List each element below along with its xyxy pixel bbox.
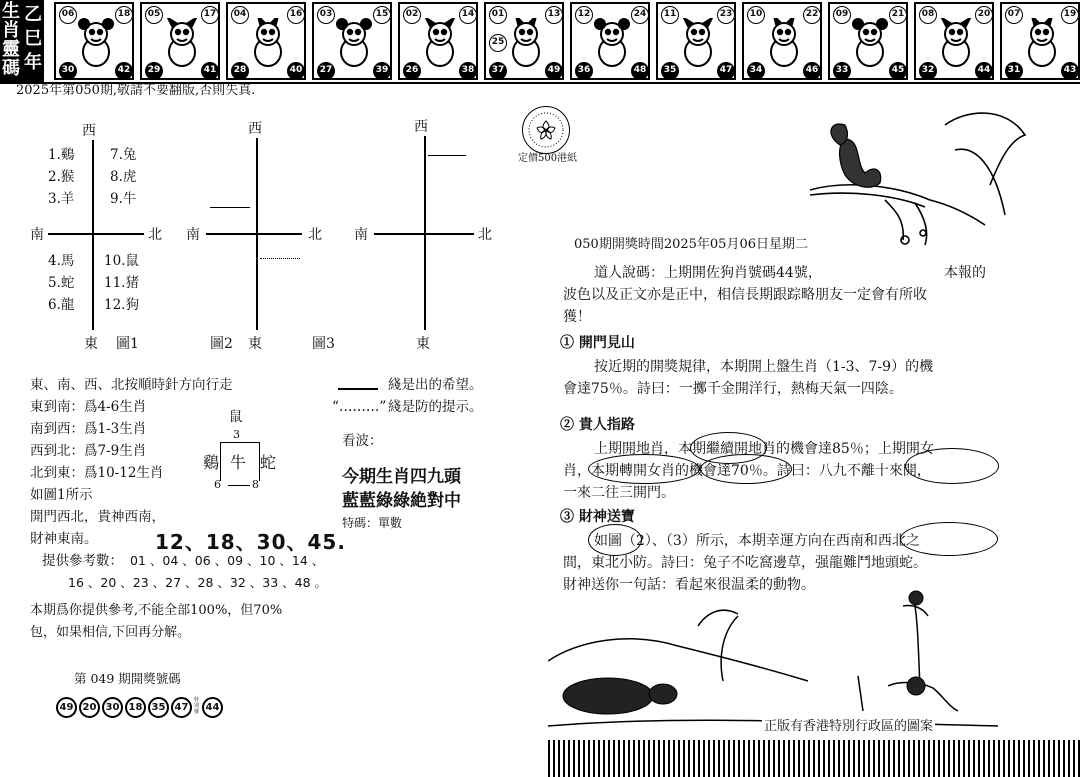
zodiac-number: 40 [287, 62, 305, 80]
section2-line2: 肖，本期轉開女肖的機會達70％。詩曰：八九不離十來開， [563, 463, 931, 479]
zodiac-number: 36 [575, 62, 593, 80]
list-item: 12.狗 [104, 297, 139, 313]
tiger-icon [246, 18, 290, 70]
zodiac-number: 14 [459, 6, 477, 24]
prev-balls [56, 695, 225, 718]
rule-line: 北到東：爲10-12生肖 [30, 465, 164, 481]
monkey-icon [762, 18, 806, 70]
zodiac-number: 39 [373, 62, 391, 80]
list-item: 4.馬 [48, 253, 75, 269]
zodiac-card-pig [1000, 2, 1080, 80]
list-item: 5.蛇 [48, 275, 75, 291]
zodiac-number: 13 [545, 6, 563, 24]
fig2-south: 南 [186, 227, 200, 243]
side-char: 靈 [2, 39, 20, 60]
year-char: 乙 [24, 4, 42, 25]
intro2: 波色以及正文亦是正中，相信長期跟踪略朋友一定會有所收 [563, 287, 927, 303]
list-item: 11.猪 [104, 275, 139, 291]
zodiac-number: 44 [975, 62, 993, 80]
fig3-west: 西 [414, 119, 428, 135]
dragon-icon [418, 18, 462, 70]
fig1-west: 西 [82, 123, 96, 139]
zodiac-number: 45 [889, 62, 907, 80]
rabbit-icon [332, 18, 376, 70]
zodiac-number: 37 [489, 62, 507, 80]
squirrel-illustration [805, 105, 1030, 250]
zodiac-number: 17 [201, 6, 219, 24]
rule-line: 東到南：爲4-6生肖 [30, 399, 147, 415]
mini-underline [228, 485, 250, 486]
disclaimer2: 包，如果相信,下回再分解。 [30, 625, 191, 640]
footer-note: 正版有香港特別行政區的圖案 [762, 716, 935, 738]
section3-line2: 間，東北小防。詩曰：兔子不吃窩邊草，强龍難鬥地頭蛇。 [563, 555, 927, 571]
dog-icon [934, 18, 978, 70]
rule-line: 南到西：爲1-3生肖 [30, 421, 147, 437]
highlight-oval [588, 454, 700, 484]
fig3-north: 北 [478, 227, 492, 243]
year-box [0, 0, 44, 82]
zodiac-number: 03 [317, 6, 335, 24]
zodiac-number: 02 [403, 6, 421, 24]
zodiac-number: 18 [115, 6, 133, 24]
fig2-dotted-mark [260, 258, 300, 259]
zodiac-number: 30 [59, 62, 77, 80]
fig1-caption: 圖1 [116, 336, 139, 352]
rule-line: 開門西北，貴神西南， [30, 509, 165, 525]
draw-ball: 47 [171, 697, 192, 718]
mini-br: 8 [252, 478, 259, 491]
ref-line1: 01 、04 、06 、09 、10 、14 、 [130, 553, 325, 568]
zodiac-number: 19 [1061, 6, 1079, 24]
horse-icon [590, 18, 634, 70]
section1-line2: 會達75％。詩曰：一擲千金開洋行，熱梅天氣一四陰。 [563, 381, 903, 397]
fig3-horizontal-line [374, 233, 474, 235]
legend-dotted-sample: “………” [332, 399, 387, 415]
year-char: 巳 [24, 28, 42, 49]
zodiac-number: 41 [201, 62, 219, 80]
watch-label: 看波： [342, 433, 383, 449]
zodiac-card-rat [54, 2, 134, 80]
fig2-north: 北 [308, 227, 322, 243]
zodiac-number: 06 [59, 6, 77, 24]
fig2-west: 西 [248, 121, 262, 137]
draw-ball: 35 [148, 697, 169, 718]
zodiac-number: 07 [1005, 6, 1023, 24]
zodiac-number: 24 [631, 6, 649, 24]
draw-ball: 44 [202, 697, 223, 718]
list-item: 2.猴 [48, 169, 75, 185]
section3-line3: 財神送你一句話：看起來很温柔的動物。 [563, 577, 815, 593]
zodiac-card-monkey [742, 2, 822, 80]
mini-right: 蛇 [260, 453, 277, 472]
side-char: 生 [2, 1, 20, 22]
rule-line: 如圖1所示 [30, 487, 93, 503]
watch-special: 特碼：單數 [342, 516, 403, 530]
draw-ball: 49 [56, 697, 77, 718]
zodiac-number: 28 [231, 62, 249, 80]
zodiac-number: 05 [145, 6, 163, 24]
ref-label: 提供參考數： [42, 553, 123, 569]
legend-dotted: 綫是防的提示。 [388, 399, 483, 415]
rule-line: 財神東南。 [30, 531, 98, 547]
section1-line1: 按近期的開獎規律，本期開上盤生肖（1-3、7-9）的機 [594, 359, 934, 375]
zodiac-number: 04 [231, 6, 249, 24]
hk-emblem-logo [522, 106, 570, 154]
intro1b: 本報的 [944, 265, 986, 281]
zodiac-number: 33 [833, 62, 851, 80]
watch-line2: 藍藍綠綠絶對中 [342, 491, 461, 511]
fig2-caption: 圖2 [210, 336, 233, 352]
zodiac-number: 49 [545, 62, 563, 80]
zodiac-number: 23 [717, 6, 735, 24]
draw-ball: 18 [125, 697, 146, 718]
zodiac-number: 01 [489, 6, 507, 24]
draw-ball: 20 [79, 697, 100, 718]
pig-icon [1020, 18, 1064, 70]
zodiac-number: 16 [287, 6, 305, 24]
section3-line1: 如圖（2）、（3）所示，本期幸運方向在西南和西北之 [594, 533, 920, 549]
side-char: 肖 [2, 20, 20, 41]
zodiac-card-snake [484, 2, 564, 80]
intro1: 道人說碼：上期開佐狗肖號碼44號， [594, 265, 822, 281]
list-item: 8.虎 [110, 169, 137, 185]
fig2-horizontal-line [206, 233, 302, 235]
main-numbers: 12、18、30、45. [155, 530, 346, 554]
zodiac-number: 21 [889, 6, 907, 24]
draw-ball: 30 [102, 697, 123, 718]
list-item: 6.龍 [48, 297, 75, 313]
fig3-south: 南 [354, 227, 368, 243]
fig1-vertical-line [92, 140, 94, 330]
snake-icon [504, 18, 548, 70]
fig3-east: 東 [416, 336, 430, 352]
highlight-oval [905, 448, 999, 484]
rule-line: 東、南、西、北按順時針方向行走 [30, 377, 233, 393]
zodiac-card-ox [140, 2, 220, 80]
highlight-oval [700, 454, 792, 484]
zodiac-number: 10 [747, 6, 765, 24]
zodiac-number: 22 [803, 6, 821, 24]
zodiac-number: 11 [661, 6, 679, 24]
mini-top: 鼠 [229, 409, 243, 425]
zodiac-card-tiger [226, 2, 306, 80]
rule-line: 西到北：爲7-9生肖 [30, 443, 147, 459]
zodiac-number: 32 [919, 62, 937, 80]
zodiac-card-horse [570, 2, 650, 80]
zodiac-number: 12 [575, 6, 593, 24]
list-item: 3.羊 [48, 191, 75, 207]
zodiac-number: 15 [373, 6, 391, 24]
section2-title: ② 貴人指路 [560, 417, 635, 433]
list-item: 7.兔 [110, 147, 137, 163]
zodiac-number: 48 [631, 62, 649, 80]
zodiac-number: 35 [661, 62, 679, 80]
zodiac-number: 26 [403, 62, 421, 80]
zodiac-card-dog [914, 2, 994, 80]
ox-icon [160, 18, 204, 70]
disclaimer1: 本期爲你提供參考,不能全部100%，但70% [30, 603, 283, 618]
special-tag: 特別號 [194, 696, 200, 715]
fig1-horizontal-line [48, 233, 144, 235]
fig1-east: 東 [84, 336, 98, 352]
zodiac-number: 09 [833, 6, 851, 24]
highlight-oval [900, 522, 998, 556]
fig3-solid-mark [428, 155, 466, 156]
zodiac-number: 08 [919, 6, 937, 24]
fig2-east: 東 [248, 336, 262, 352]
legend-solid-line [338, 388, 378, 390]
zodiac-card-goat [656, 2, 736, 80]
highlight-oval [588, 524, 642, 556]
zodiac-card-rabbit [312, 2, 392, 80]
mini-left: 鷄 [203, 453, 220, 472]
zodiac-number: 38 [459, 62, 477, 80]
rooster-icon [848, 18, 892, 70]
price-label: 定價500港紙 [518, 153, 578, 164]
zodiac-number: 42 [115, 62, 133, 80]
list-item: 1.鷄 [48, 147, 75, 163]
fig1-north: 北 [148, 227, 162, 243]
zodiac-header [0, 0, 1080, 84]
ref-line2: 16 、20 、23 、27 、28 、32 、33 、48 。 [68, 575, 328, 590]
fig1-south: 南 [30, 227, 44, 243]
side-char: 碼 [2, 58, 20, 79]
mini-top-num: 3 [233, 428, 240, 441]
list-item: 9.牛 [110, 191, 137, 207]
footer-pattern [548, 740, 1080, 777]
mini-bl: 6 [214, 478, 221, 491]
prev-title: 第 049 期開獎號碼 [74, 671, 181, 686]
zodiac-number: 29 [145, 62, 163, 80]
fig2-solid-mark [210, 207, 250, 208]
zodiac-number: 46 [803, 62, 821, 80]
section2-line3: 一來二往三開門。 [563, 485, 675, 501]
zodiac-number: 43 [1061, 62, 1079, 80]
zodiac-number: 47 [717, 62, 735, 80]
zodiac-number: 27 [317, 62, 335, 80]
section1-title: ① 開門見山 [560, 335, 635, 351]
year-char: 年 [24, 52, 42, 73]
zodiac-number: 34 [747, 62, 765, 80]
draw-time: 050期開獎時間2025年05月06日星期二 [574, 237, 808, 252]
zodiac-card-dragon [398, 2, 478, 80]
goat-icon [676, 18, 720, 70]
zodiac-number: 20 [975, 6, 993, 24]
watch-line1: 今期生肖四九頭 [342, 467, 461, 487]
list-item: 10.鼠 [104, 253, 139, 269]
section3-title: ③ 財神送寶 [560, 509, 635, 525]
zodiac-number: 25 [489, 34, 507, 52]
intro3: 獲！ [563, 309, 591, 325]
fig3-caption: 圖3 [312, 336, 335, 352]
zodiac-number: 31 [1005, 62, 1023, 80]
mini-center: 牛 [230, 453, 247, 472]
legend-solid: 綫是出的希望。 [388, 377, 483, 393]
section2-line1: 上期開地肖，本期繼續開地肖的機會達85％；上期開女 [594, 441, 934, 457]
rat-icon [74, 18, 118, 70]
zodiac-card-rooster [828, 2, 908, 80]
copy-notice: 2025年第050期,敬請不要翻版,否則失真. [16, 83, 256, 98]
